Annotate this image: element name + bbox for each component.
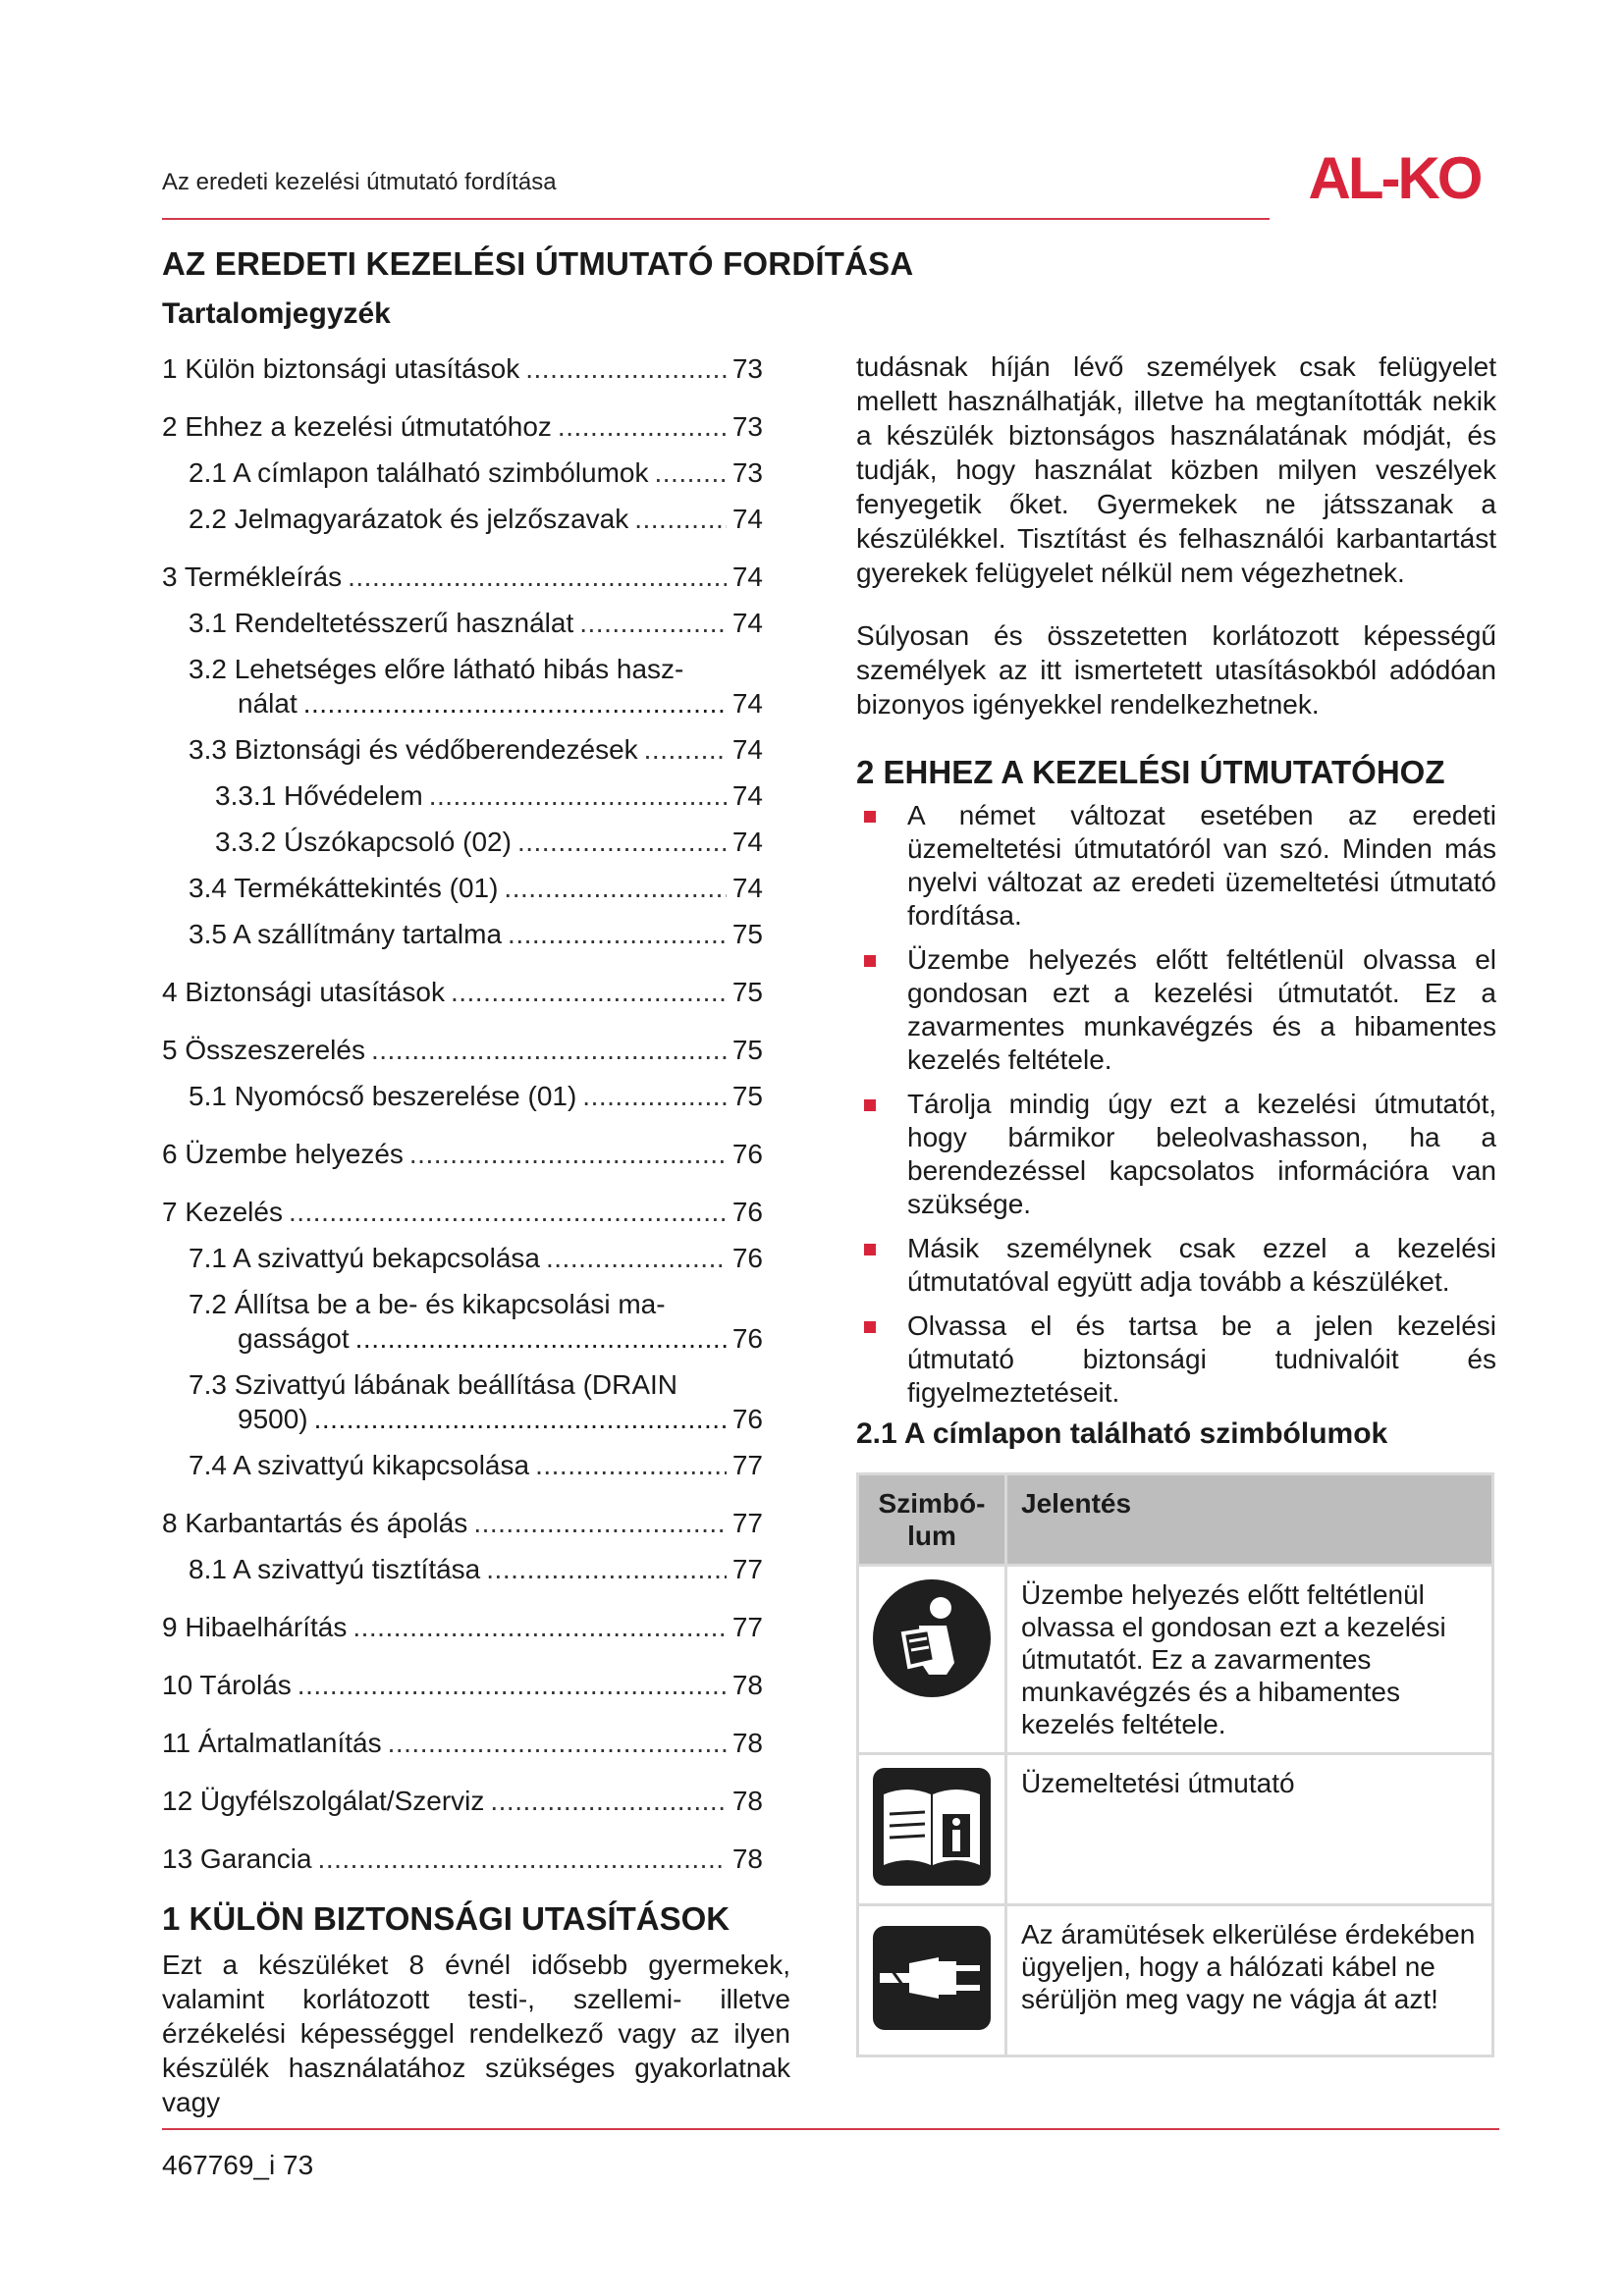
toc-entry[interactable]: 8 Karbantartás és ápolás ..... 77 (162, 1506, 763, 1540)
toc-entry[interactable]: 3.1 Rendeltetésszerű használat ..... 74 (162, 606, 763, 640)
toc-entry[interactable]: 3.5 A szállítmány tartalma ..... 75 (162, 917, 763, 951)
footer-rule (162, 2128, 1499, 2130)
svg-text:AL-KO: AL-KO (1308, 147, 1481, 208)
symbol-meaning: Üzemeltetési útmutató (1006, 1754, 1493, 1905)
toc-entry[interactable]: 3.2 Lehetséges előre látható hibás hasz- nálat ..... 74 (162, 652, 763, 721)
bullet-square-icon (864, 1244, 876, 1255)
toc-entry[interactable]: 2.2 Jelmagyarázatok és jelzőszavak ..... 74 (162, 502, 763, 536)
toc-entry[interactable]: 3.3.2 Úszókapcsoló (02) ..... 74 (162, 825, 763, 859)
page-footer: 467769_i 73 (162, 2150, 314, 2180)
section2-heading: 2 EHHEZ A KEZELÉSI ÚTMUTATÓHOZ (856, 754, 1445, 790)
toc-entry[interactable]: 7.1 A szivattyú bekapcsolása ..... 76 (162, 1241, 763, 1275)
table-row (858, 1566, 1493, 1754)
header-rule (162, 218, 1270, 220)
toc-entry[interactable]: 12 Ügyfélszolgálat/Szerviz ..... 78 (162, 1784, 763, 1818)
toc-entry[interactable]: 3.3.1 Hővédelem ..... 74 (162, 778, 763, 813)
section1-paragraph-2: Súlyosan és összetetten korlátozott képességű személyek az itt ismertetett utasításokból adódóan bizonyos igényekkel rendelkezhetnek. (856, 620, 1496, 720)
toc-entry[interactable]: 2.1 A címlapon található szimbólumok ..... 73 (162, 455, 763, 490)
toc-entry[interactable]: 1 Külön biztonsági utasítások ..... 73 (162, 351, 763, 386)
toc-entry[interactable]: 7.2 Állítsa be a be- és kikapcsolási ma- gasságot ..... 76 (162, 1287, 763, 1356)
symbol-meaning: Az áramütések elkerülése érdekében ügyeljen, hogy a hálózati kábel ne sérüljön meg vagy ne vágja át azt! (1006, 1905, 1493, 2056)
manual-info-icon (870, 1765, 994, 1889)
toc-entry[interactable]: 10 Tárolás ..... 78 (162, 1668, 763, 1702)
list-item: Másik személynek csak ezzel a kezelési útmutatóval együtt adja tovább a készüléket. (856, 1232, 1496, 1299)
alko-logo (1286, 147, 1502, 208)
toc-entry[interactable]: 4 Biztonsági utasítások ..... 75 (162, 975, 763, 1009)
running-header: Az eredeti kezelési útmutató fordítása (162, 169, 557, 195)
symbol-meaning: Üzembe helyezés előtt feltétlenül olvassa el gondosan ezt a kezelési útmutatót. Ez a zavarmentes munkavégzés és a hibamentes kezelés feltétele. (1006, 1566, 1493, 1754)
document-title: AZ EREDETI KEZELÉSI ÚTMUTATÓ FORDÍTÁSA (162, 245, 914, 282)
list-item: Üzembe helyezés előtt feltétlenül olvassa el gondosan ezt a kezelési útmutatót. Ez a zavarmentes munkavégzés és a hibamentes kezelés feltétele. (856, 943, 1496, 1077)
bullet-square-icon (864, 955, 876, 967)
bullet-square-icon (864, 1099, 876, 1111)
toc-entry[interactable]: 6 Üzembe helyezés ..... 76 (162, 1137, 763, 1171)
table-of-contents (162, 351, 763, 1876)
table-row (858, 1905, 1493, 2056)
table-header-row (858, 1474, 1493, 1566)
toc-entry[interactable]: 7 Kezelés ..... 76 (162, 1195, 763, 1229)
plug-cable-icon (870, 1916, 994, 2040)
toc-entry[interactable]: 7.3 Szivattyú lábának beállítása (DRAIN 9500) ..... 76 (162, 1367, 763, 1436)
section1-paragraph: Ezt a készüléket 8 évnél idősebb gyermekek, valamint korlátozott testi-, szellemi- illetve érzékelési képességgel rendelkező vagy az ilyen készülék használatához szükséges gyakorlatnak vagy (162, 1949, 790, 2117)
section1-heading: 1 KÜLÖN BIZTONSÁGI UTASÍTÁSOK (162, 1900, 731, 1937)
column-header-meaning: Jelentés (1006, 1474, 1493, 1566)
toc-entry[interactable]: 13 Garancia ..... 78 (162, 1842, 763, 1876)
toc-entry[interactable]: 7.4 A szivattyú kikapcsolása ..... 77 (162, 1448, 763, 1482)
subsection-2-1-heading: 2.1 A címlapon található szimbólumok (856, 1417, 1388, 1450)
toc-entry[interactable]: 2 Ehhez a kezelési útmutatóhoz ..... 73 (162, 409, 763, 444)
column-header-symbol: Szimbó-lum (858, 1474, 1006, 1566)
toc-entry[interactable]: 3.3 Biztonsági és védőberendezések ..... 74 (162, 732, 763, 767)
list-item: A német változat esetében az eredeti üzemeltetési útmutatóról van szó. Minden más nyelvi változat az eredeti üzemeltetési útmutató fordítása. (856, 799, 1496, 933)
table-row (858, 1754, 1493, 1905)
bullet-square-icon (864, 811, 876, 823)
toc-title: Tartalomjegyzék (162, 297, 391, 330)
toc-entry[interactable]: 5 Összeszerelés ..... 75 (162, 1033, 763, 1067)
toc-entry[interactable]: 5.1 Nyomócső beszerelése (01) ..... 75 (162, 1079, 763, 1113)
section1-paragraph-continued: tudásnak híján lévő személyek csak felügyelet mellett használhatják, illetve ha megtanították nekik a készülék biztonságos használatának módját, és tudják, hogy használat közben milyen veszélyek fenyegetik őket. Gyermekek ne játsszanak a készülékkel. Tisztítást és felhasználói karbantartást gyerekek felügyelet nélkül nem végezhetnek. (856, 351, 1496, 588)
toc-entry[interactable]: 3.4 Termékáttekintés (01) ..... 74 (162, 871, 763, 905)
toc-entry[interactable]: 9 Hibaelhárítás ..... 77 (162, 1610, 763, 1644)
list-item: Tárolja mindig úgy ezt a kezelési útmutatót, hogy bármikor beleolvashasson, ha a berendezéssel kapcsolatos információra van szüksége. (856, 1088, 1496, 1221)
section2-bullet-list (856, 799, 1496, 1420)
symbol-cell (858, 1905, 1006, 2056)
toc-entry[interactable]: 8.1 A szivattyú tisztítása ..... 77 (162, 1552, 763, 1586)
bullet-square-icon (864, 1321, 876, 1333)
symbol-table (856, 1472, 1494, 2057)
list-item: Olvassa el és tartsa be a jelen kezelési útmutató biztonsági tudnivalóit és figyelmeztetéseit. (856, 1309, 1496, 1410)
symbol-cell (858, 1566, 1006, 1754)
toc-entry[interactable]: 11 Ártalmatlanítás ..... 78 (162, 1726, 763, 1760)
symbol-cell (858, 1754, 1006, 1905)
toc-entry[interactable]: 3 Termékleírás ..... 74 (162, 560, 763, 594)
read-manual-icon (870, 1576, 994, 1700)
